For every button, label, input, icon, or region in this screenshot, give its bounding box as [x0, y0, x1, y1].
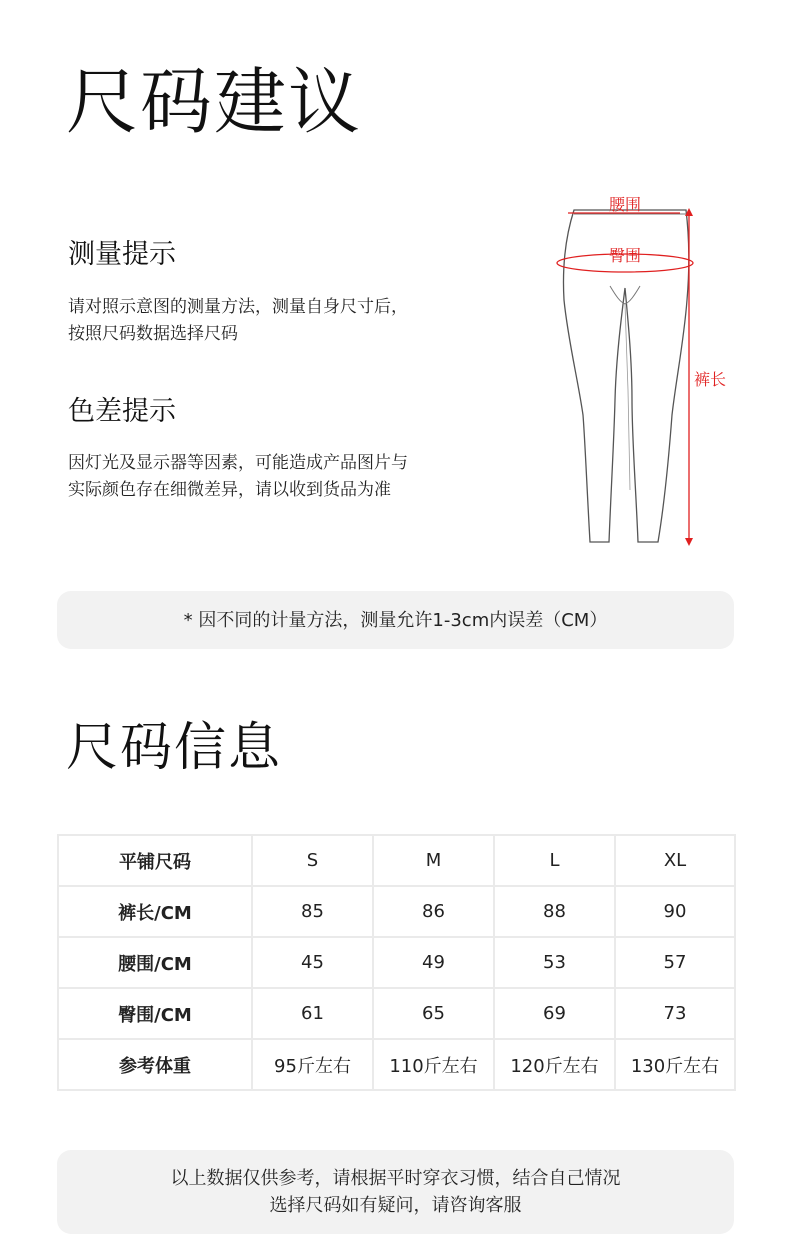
color-tip-heading: 色差提示: [68, 396, 176, 427]
measure-tip-text: [68, 294, 408, 348]
table-cell: 73: [615, 988, 735, 1039]
pants-diagram: [548, 190, 748, 555]
measure-tip-line: 请对照示意图的测量方法，测量自身尺寸后，: [68, 297, 408, 317]
table-cell: 53: [494, 937, 615, 988]
measure-tip-line: 按照尺码数据选择尺码: [68, 324, 238, 344]
table-cell: 120斤左右: [494, 1039, 615, 1090]
tolerance-note: [57, 591, 734, 649]
table-cell: 裤长/CM: [58, 886, 252, 937]
color-tip-text: [68, 450, 408, 504]
size-table: [57, 834, 736, 1091]
hip-label: 臀围: [608, 246, 642, 265]
table-cell: S: [252, 835, 373, 886]
footer-note: [57, 1150, 734, 1234]
table-cell: 110斤左右: [373, 1039, 494, 1090]
waist-label: 腰围: [608, 195, 642, 214]
table-cell: 参考体重: [58, 1039, 252, 1090]
table-cell: 90: [615, 886, 735, 937]
table-row: [58, 937, 735, 988]
table-cell: 130斤左右: [615, 1039, 735, 1090]
table-cell: 腰围/CM: [58, 937, 252, 988]
table-cell: M: [373, 835, 494, 886]
table-cell: 95斤左右: [252, 1039, 373, 1090]
size-advice-title: 尺码建议: [66, 60, 363, 144]
table-cell: 45: [252, 937, 373, 988]
measure-tip-heading: 测量提示: [68, 239, 176, 270]
table-cell: 61: [252, 988, 373, 1039]
size-info-title: 尺码信息: [66, 718, 283, 778]
length-label: 裤长: [694, 370, 727, 389]
table-cell: 平铺尺码: [58, 835, 252, 886]
table-cell: 86: [373, 886, 494, 937]
table-header-row: [58, 835, 735, 886]
table-cell: 69: [494, 988, 615, 1039]
table-cell: 臀围/CM: [58, 988, 252, 1039]
footer-note-line: 以上数据仅供参考，请根据平时穿衣习惯，结合自己情况: [170, 1168, 621, 1189]
table-cell: 85: [252, 886, 373, 937]
table-cell: 65: [373, 988, 494, 1039]
table-cell: 88: [494, 886, 615, 937]
color-tip-line: 因灯光及显示器等因素，可能造成产品图片与: [68, 453, 408, 473]
length-arrow-bottom-icon: [685, 538, 693, 546]
table-cell: L: [494, 835, 615, 886]
footer-note-line: 选择尺码如有疑问，请咨询客服: [269, 1195, 522, 1216]
tolerance-note-text: * 因不同的计量方法，测量允许1-3cm内误差（CM）: [183, 609, 608, 631]
table-row: [58, 988, 735, 1039]
table-cell: 49: [373, 937, 494, 988]
table-row: [58, 886, 735, 937]
color-tip-line: 实际颜色存在细微差异，请以收到货品为准: [68, 480, 391, 500]
table-cell: 57: [615, 937, 735, 988]
table-row: [58, 1039, 735, 1090]
table-cell: XL: [615, 835, 735, 886]
